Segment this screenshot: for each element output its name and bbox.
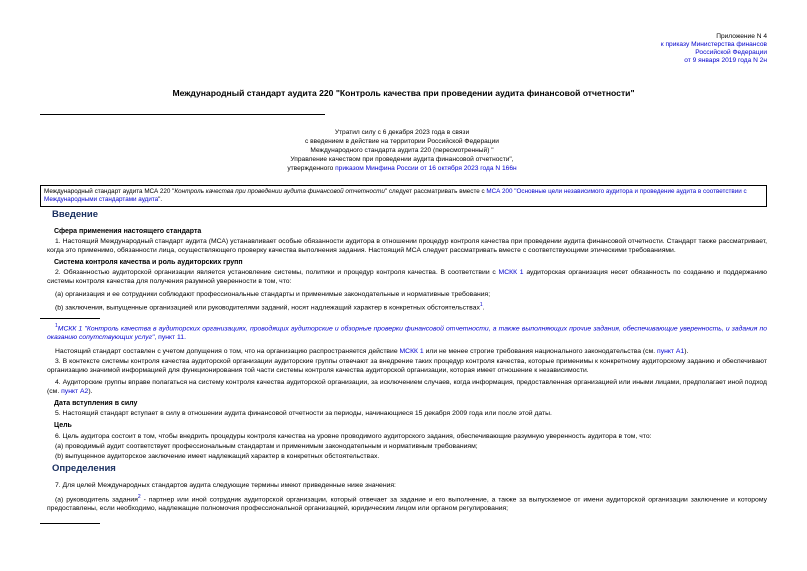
repeal-order-link[interactable]: приказом Минфина России от 16 октября 2023 года N 166н — [335, 165, 517, 172]
isa-200-link[interactable]: МСА 200 "Основные цели независимого аудитора и проведение аудита в соответствии с Международными стандартами аудита — [44, 188, 747, 204]
heading-scope: Сфера применения настоящего стандарта — [54, 228, 202, 235]
paragraph-5: 5. Настоящий стандарт вступает в силу в отношении аудита финансовой отчетности за периоды, начинающиеся 15 декабря 2009 года или после этой даты. — [55, 410, 552, 417]
paragraph-assumption — [47, 348, 767, 357]
footnote-separator-bottom — [40, 523, 100, 524]
annex-ministry-link[interactable]: Российской Федерации — [695, 49, 767, 56]
footnote-1 — [47, 322, 767, 343]
paragraph-3: 3. В контексте системы контроля качества аудиторской организации аудиторские группы отвечают за внедрение таких процедур контроля качества, которые применимы к конкретному аудиторскому заданию и обеспечивают организацию значимой информацией для функционирования той части системы контроля качества аудиторской организации, которая имеет отношение к независимости. — [47, 358, 767, 374]
assumption-text-b: или не менее строгие требования национального законодательства (см. — [423, 348, 658, 355]
footnote-mark-1[interactable]: 1 — [55, 323, 58, 329]
note-italic: Контроль качества при проведении аудита финансовой отчетности — [174, 188, 385, 195]
list-item-b-text: (b) заключения, выпущенные организацией или руководителями заданий, носят надлежащий характер в конкретных обстоятельствах — [55, 304, 480, 312]
assumption-iscq1-link[interactable]: МСКК 1 — [399, 348, 424, 355]
paragraph-4-text-b: ). — [88, 387, 93, 395]
divider — [40, 114, 325, 115]
footnote-separator — [40, 318, 100, 319]
heading-effective-date: Дата вступления в силу — [54, 400, 138, 407]
assumption-text-a: Настоящий стандарт составлен с учетом допущения о том, что на организацию распространяется действие — [55, 348, 400, 355]
section-heading-definitions: Определения — [52, 463, 116, 474]
page-title: Международный стандарт аудита 220 "Контроль качества при проведении аудита финансовой отчетности" — [172, 88, 635, 98]
paragraph-7: 7. Для целей Международных стандартов аудита следующие термины имеют приведенные ниже значения: — [55, 482, 396, 489]
annex-number: Приложение N 4 — [716, 33, 767, 40]
annex-date-link[interactable]: от 9 января 2019 года N 2н — [684, 57, 767, 64]
heading-goal: Цель — [54, 422, 72, 429]
paragraph-6: 6. Цель аудитора состоит в том, чтобы внедрить процедуры контроля качества на уровне проводимого аудиторского задания, обеспечивающие разумную уверенность аудитора в том, что: — [55, 433, 652, 440]
definition-item-a-term: (a) руководитель задания — [55, 496, 138, 504]
section-heading-intro: Введение — [52, 209, 99, 220]
note-box — [40, 185, 767, 207]
footnote-ref-2[interactable]: 2 — [137, 494, 141, 500]
footnote-tail[interactable]: , пункт 11. — [154, 334, 186, 342]
point-a1-link[interactable]: пункт А1 — [657, 348, 685, 355]
status-line-4: Управление качеством при проведении аудита финансовой отчетности", — [290, 156, 514, 163]
paragraph-2 — [47, 269, 767, 287]
paragraph-2-text-b: аудиторская организация несет обязанность по созданию и поддержанию системы контроля качества для получения разумной уверенности в том, что: — [47, 269, 767, 285]
status-line-5-prefix: утвержденного — [287, 165, 336, 172]
annex-order-link[interactable]: к приказу Министерства финансов — [660, 41, 767, 48]
paragraph-1: 1. Настоящий Международный стандарт аудита (МСА) устанавливает особые обязанности аудитора в отношении процедур контроля качества при проведении аудита финансовой отчетности. Стандарт также рассматривает, когда это применимо, обязанности лица, осуществляющего проверку качества выполнения задания. Настоящий МСА следует рассматривать вместе с соответствующими этическими требованиями. — [47, 238, 767, 254]
goal-item-a: (a) проводимый аудит соответствует профессиональным стандартам и применимым законодательным и нормативным требованиям; — [55, 443, 478, 450]
point-a2-link[interactable]: пункт А2 — [61, 387, 89, 395]
assumption-text-c: ). — [684, 348, 689, 355]
paragraph-4 — [47, 379, 767, 397]
paragraph-2-text-a: 2. Обязанностью аудиторской организации является установление системы, политики и процедур контроля качества. В соответствии с — [55, 269, 499, 276]
note-middle: " следует рассматривать вместе с — [384, 188, 487, 195]
status-line-3: Международного стандарта аудита 220 (пересмотренный) " — [310, 147, 494, 154]
heading-system: Система контроля качества и роль аудиторских групп — [54, 259, 243, 266]
definition-item-a — [47, 493, 767, 514]
status-line-1: Утратил силу с 6 декабря 2023 года в связи — [334, 129, 470, 136]
status-block — [190, 128, 614, 173]
annex-header — [567, 33, 767, 65]
note-prefix: Международный стандарт аудита МСА 220 " — [44, 188, 175, 195]
goal-item-b: (b) выпущенное аудиторское заключение имеет надлежащий характер в конкретных обстоятельствах. — [55, 453, 380, 460]
status-line-5 — [190, 164, 614, 173]
definition-item-a-text: - партнер или иной сотрудник аудиторской организации, который отвечает за задание и его выполнение, а также за выпускаемое от имени аудиторской организации заключение и которому предоставлены, если необходимо, надлежащие полномочия профессиональной организацией, юридическим лицом или органом регулирования; — [47, 496, 767, 513]
footnote-ref-1[interactable]: 1 — [479, 302, 483, 308]
iscq1-link[interactable]: МСКК 1 — [498, 269, 524, 276]
footnote-iscq1-link[interactable]: МСКК 1 "Контроль качества в аудиторских организациях, проводящих аудиторские и обзорные проверки финансовой отчетности, а также выполняющих прочие задания, обеспечивающие уверенность, и задания по оказанию сопутствующих услуг" — [47, 325, 767, 342]
status-line-2: с введением в действие на территории Российской Федерации — [305, 138, 499, 145]
note-suffix: ". — [158, 196, 163, 204]
list-item-a: (a) организация и ее сотрудники соблюдают профессиональные стандарты и применимые законодательные и нормативные требования; — [55, 291, 491, 298]
list-item-b: (b) заключения, выпущенные организацией или руководителями заданий, носят надлежащий характер в конкретных обстоятельствах$^1$. — [55, 302, 485, 312]
paragraph-4-text-a: 4. Аудиторские группы вправе полагаться на систему контроля качества аудиторской организации, за исключением случаев, когда информация, предоставленная организацией или иными лицами, предполагает иной подход (см. — [47, 379, 767, 395]
